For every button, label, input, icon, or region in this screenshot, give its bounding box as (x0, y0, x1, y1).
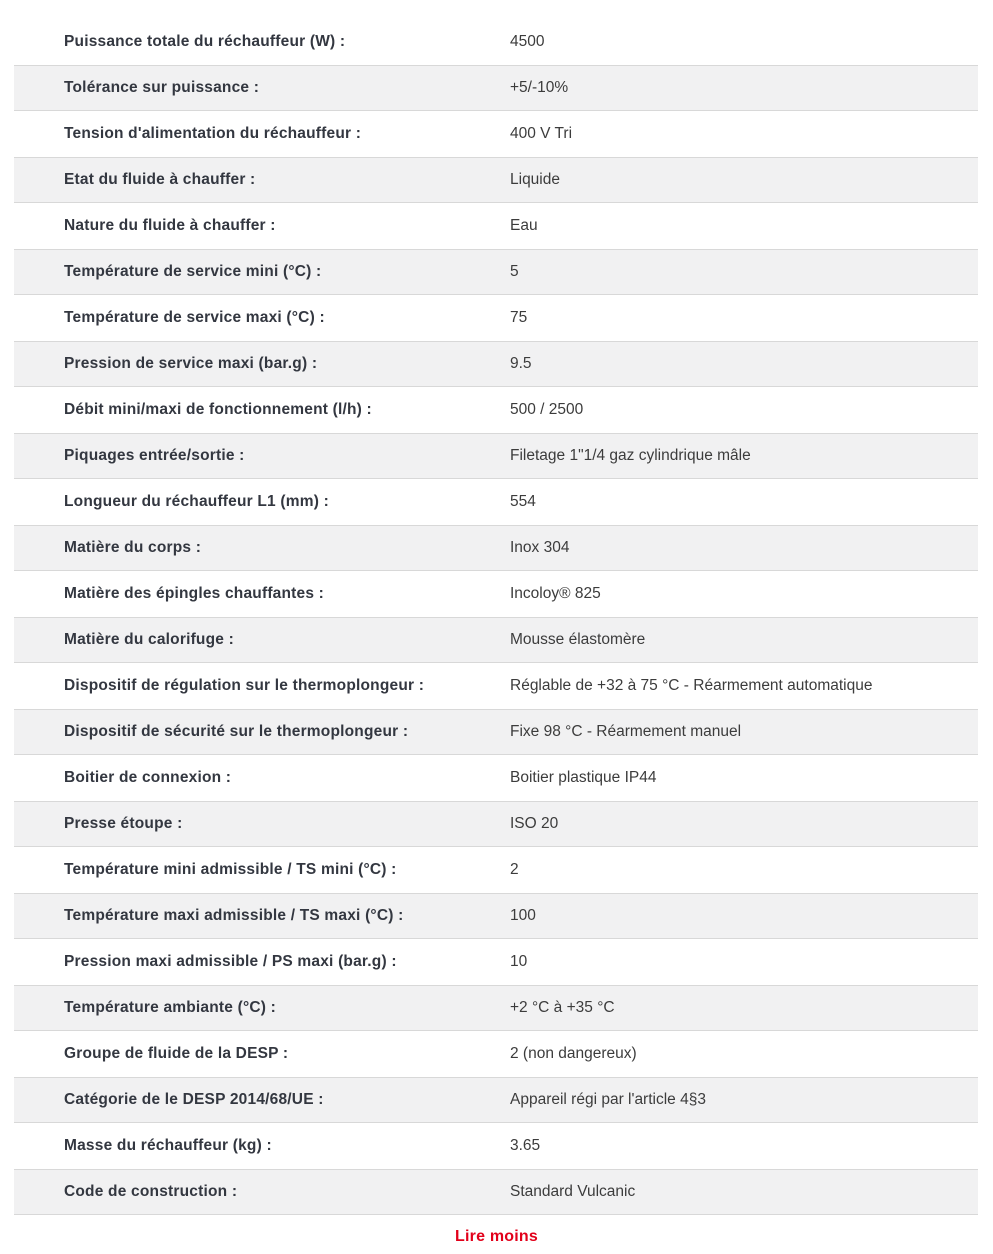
spec-row (14, 249, 978, 295)
spec-value: 554 (510, 493, 536, 511)
spec-value: Boitier plastique IP44 (510, 769, 657, 787)
spec-label: Presse étoupe : (64, 815, 183, 833)
spec-row (14, 479, 978, 525)
spec-row (14, 203, 978, 249)
spec-value: 9.5 (510, 355, 532, 373)
spec-label: Température mini admissible / TS mini (°C) : (64, 861, 397, 879)
spec-label: Longueur du réchauffeur L1 (mm) : (64, 493, 329, 511)
spec-row (14, 1123, 978, 1169)
spec-value: Incoloy® 825 (510, 585, 601, 603)
spec-label: Matière du calorifuge : (64, 631, 234, 649)
spec-row (14, 295, 978, 341)
spec-label: Puissance totale du réchauffeur (W) : (64, 33, 346, 51)
spec-row (14, 847, 978, 893)
spec-row (14, 387, 978, 433)
spec-value: Fixe 98 °C - Réarmement manuel (510, 723, 742, 741)
spec-row (14, 939, 978, 985)
spec-row (14, 1077, 978, 1123)
spec-label: Masse du réchauffeur (kg) : (64, 1137, 272, 1155)
spec-label: Débit mini/maxi de fonctionnement (l/h) : (64, 401, 372, 419)
spec-value: ISO 20 (510, 815, 559, 833)
spec-row (14, 157, 978, 203)
spec-label: Tension d'alimentation du réchauffeur : (64, 125, 362, 143)
spec-row (14, 893, 978, 939)
spec-row (14, 65, 978, 111)
spec-value: Standard Vulcanic (510, 1183, 636, 1201)
spec-label: Nature du fluide à chauffer : (64, 217, 276, 235)
spec-value: +5/-10% (510, 79, 569, 97)
spec-label: Code de construction : (64, 1183, 238, 1201)
spec-row (14, 663, 978, 709)
spec-row (14, 1031, 978, 1077)
spec-row (14, 985, 978, 1031)
spec-value: Réglable de +32 à 75 °C - Réarmement automatique (510, 677, 873, 695)
footer (0, 1228, 993, 1254)
spec-value: 100 (510, 907, 536, 925)
spec-value: Liquide (510, 171, 560, 189)
spec-label: Matière des épingles chauffantes : (64, 585, 325, 603)
spec-label: Température maxi admissible / TS maxi (°C) : (64, 907, 404, 925)
spec-label: Groupe de fluide de la DESP : (64, 1045, 289, 1063)
spec-label: Etat du fluide à chauffer : (64, 171, 256, 189)
spec-label: Piquages entrée/sortie : (64, 447, 245, 465)
spec-label: Température ambiante (°C) : (64, 999, 276, 1017)
spec-row (14, 617, 978, 663)
spec-label: Dispositif de sécurité sur le thermoplongeur : (64, 723, 409, 741)
spec-label: Température de service mini (°C) : (64, 263, 322, 281)
spec-row (14, 341, 978, 387)
spec-row (14, 801, 978, 847)
spec-label: Boitier de connexion : (64, 769, 232, 787)
spec-value: +2 °C à +35 °C (510, 999, 615, 1017)
spec-label: Catégorie de le DESP 2014/68/UE : (64, 1091, 324, 1109)
spec-value: 4500 (510, 33, 545, 51)
spec-label: Pression maxi admissible / PS maxi (bar.g) : (64, 953, 397, 971)
spec-row (14, 755, 978, 801)
spec-label: Pression de service maxi (bar.g) : (64, 355, 318, 373)
spec-value: 2 (non dangereux) (510, 1045, 637, 1063)
spec-row (14, 111, 978, 157)
spec-table (14, 0, 978, 1215)
spec-row (14, 571, 978, 617)
spec-row (14, 525, 978, 571)
spec-row (14, 433, 978, 479)
spec-label: Dispositif de régulation sur le thermoplongeur : (64, 677, 425, 695)
spec-label: Matière du corps : (64, 539, 202, 557)
spec-value: Appareil régi par l'article 4§3 (510, 1091, 706, 1109)
spec-value: 500 / 2500 (510, 401, 584, 419)
spec-row (14, 19, 978, 65)
spec-label: Tolérance sur puissance : (64, 79, 260, 97)
spec-value: 400 V Tri (510, 125, 573, 143)
spec-value: Eau (510, 217, 538, 235)
spec-value: 2 (510, 861, 519, 879)
spec-label: Température de service maxi (°C) : (64, 309, 325, 327)
spec-value: 3.65 (510, 1137, 541, 1155)
spec-value: Mousse élastomère (510, 631, 646, 649)
spec-value: 10 (510, 953, 528, 971)
spec-row (14, 1169, 978, 1215)
read-less-link[interactable]: Lire moins (455, 1228, 538, 1245)
spec-value: 5 (510, 263, 519, 281)
spec-value: 75 (510, 309, 528, 327)
spec-row (14, 709, 978, 755)
spec-value: Inox 304 (510, 539, 570, 557)
spec-value: Filetage 1"1/4 gaz cylindrique mâle (510, 447, 751, 465)
